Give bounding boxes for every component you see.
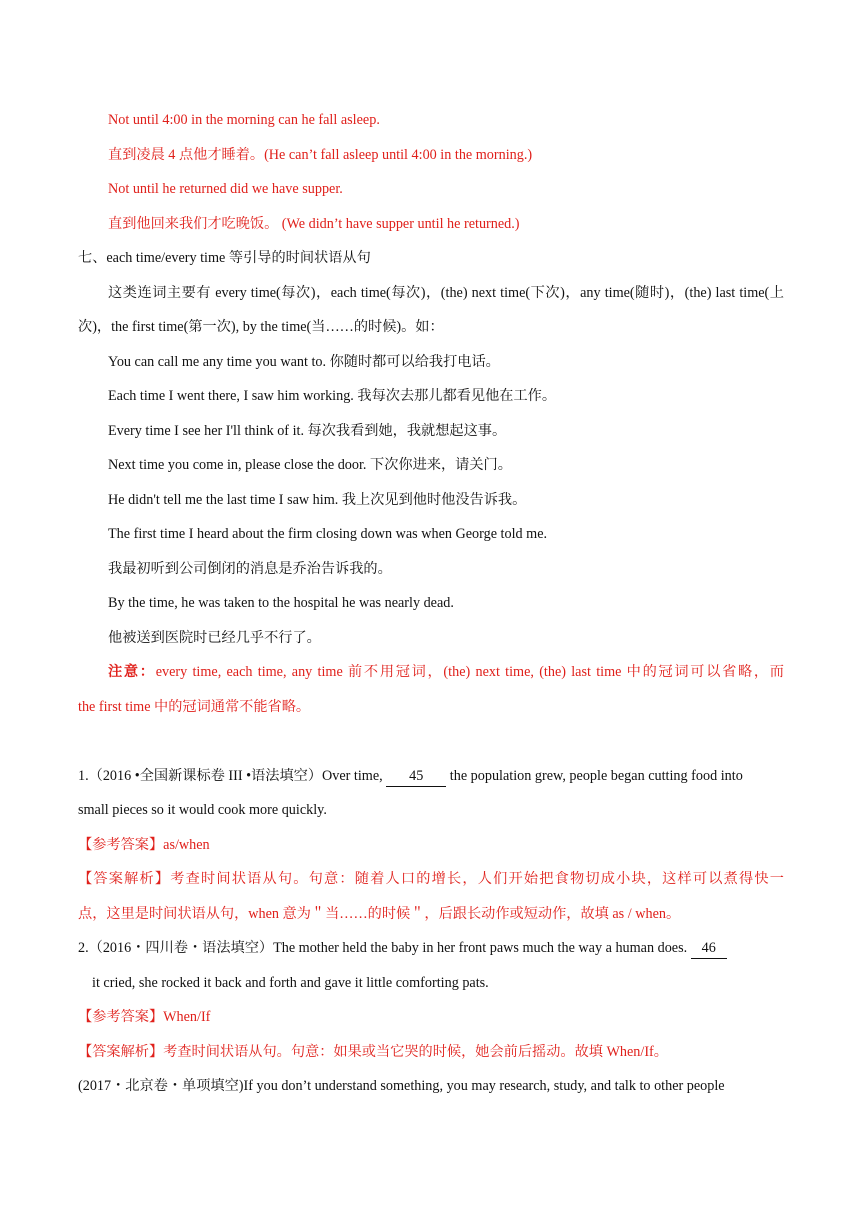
question-1-blank: 45 xyxy=(386,766,446,787)
question-1-rest: the population grew, people began cutting food into xyxy=(446,768,743,784)
analysis-label: 【答案解析】 xyxy=(78,871,171,887)
question-1-prefix: 1.（2016 •全国新课标卷 III •语法填空）Over time, xyxy=(78,768,387,784)
question-2-blank: 46 xyxy=(691,938,727,959)
example-line-2: 直到凌晨 4 点他才睡着。(He can’t fall asleep until 4:00 in the morning.) xyxy=(108,147,533,163)
question-2-line-2: it cried, she rocked it back and forth and gave it little comforting pats. xyxy=(92,975,489,991)
example-sentence: Next time you come in, please close the door. 下次你进来，请关门。 xyxy=(108,457,512,473)
example-sentence: Each time I went there, I saw him working. 我每次去那儿都看见他在工作。 xyxy=(108,388,557,404)
answer-value: as/when xyxy=(163,837,210,853)
question-1-line-2: small pieces so it would cook more quickly. xyxy=(78,802,327,818)
answer-value: When/If xyxy=(163,1009,211,1025)
question-1-line-1 xyxy=(78,766,784,787)
example-sentence: 他被送到医院时已经几乎不行了。 xyxy=(108,630,321,646)
note-label: 注意： xyxy=(108,664,156,680)
example-sentence: By the time, he was taken to the hospital he was nearly dead. xyxy=(108,595,454,611)
question-1-analysis-line-1 xyxy=(78,869,784,889)
question-2-analysis xyxy=(78,1042,784,1062)
analysis-text: 考查时间状语从句。句意：如果或当它哭的时候，她会前后摇动。故填 When/If。 xyxy=(163,1044,668,1060)
analysis-label: 【答案解析】 xyxy=(78,1044,164,1060)
example-line-4: 直到他回来我们才吃晚饭。 (We didn’t have supper until he returned.) xyxy=(108,216,520,232)
section-intro-line-1: 这类连词主要有 every time(每次)，each time(每次)，(the) next time(下次)，any time(随时)，(the) last time(上 xyxy=(108,285,784,301)
note-line-2: the first time 中的冠词通常不能省略。 xyxy=(78,699,311,715)
question-1-analysis-line-2: 点，这里是时间状语从句，when 意为＂当……的时候＂，后跟长动作或短动作，故填 as / when。 xyxy=(78,906,681,922)
analysis-text: 考查时间状语从句。句意：随着人口的增长，人们开始把食物切成小块，这样可以煮得快一 xyxy=(170,871,784,887)
answer-label: 【参考答案】 xyxy=(78,1009,164,1025)
example-line-3: Not until he returned did we have supper. xyxy=(108,181,343,197)
example-sentence: He didn't tell me the last time I saw him. 我上次见到他时他没告诉我。 xyxy=(108,492,527,508)
answer-label: 【参考答案】 xyxy=(78,837,164,853)
example-sentence: You can call me any time you want to. 你随时都可以给我打电话。 xyxy=(108,354,500,370)
section-heading: 七、each time/every time 等引导的时间状语从句 xyxy=(78,250,371,266)
note-line-1 xyxy=(108,662,784,682)
note-text: every time, each time, any time 前不用冠词，(the) next time, (the) last time 中的冠词可以省略，而 xyxy=(155,664,784,680)
example-sentence: 我最初听到公司倒闭的消息是乔治告诉我的。 xyxy=(108,561,392,577)
question-2-answer xyxy=(78,1007,784,1027)
question-3-line-1: (2017・北京卷・单项填空)If you don’t understand something, you may research, study, and talk to other people xyxy=(78,1078,725,1094)
example-sentence: The first time I heard about the firm closing down was when George told me. xyxy=(108,526,548,542)
question-1-answer xyxy=(78,835,784,855)
example-sentence: Every time I see her I'll think of it. 每次我看到她，我就想起这事。 xyxy=(108,423,507,439)
section-intro-line-2: 次)，the first time(第一次), by the time(当……的时候)。如： xyxy=(78,319,444,335)
question-2-prefix: 2.（2016・四川卷・语法填空）The mother held the baby in her front paws much the way a human does. xyxy=(78,940,691,956)
question-2-line-1 xyxy=(78,938,784,959)
example-line-1: Not until 4:00 in the morning can he fall asleep. xyxy=(108,112,380,128)
